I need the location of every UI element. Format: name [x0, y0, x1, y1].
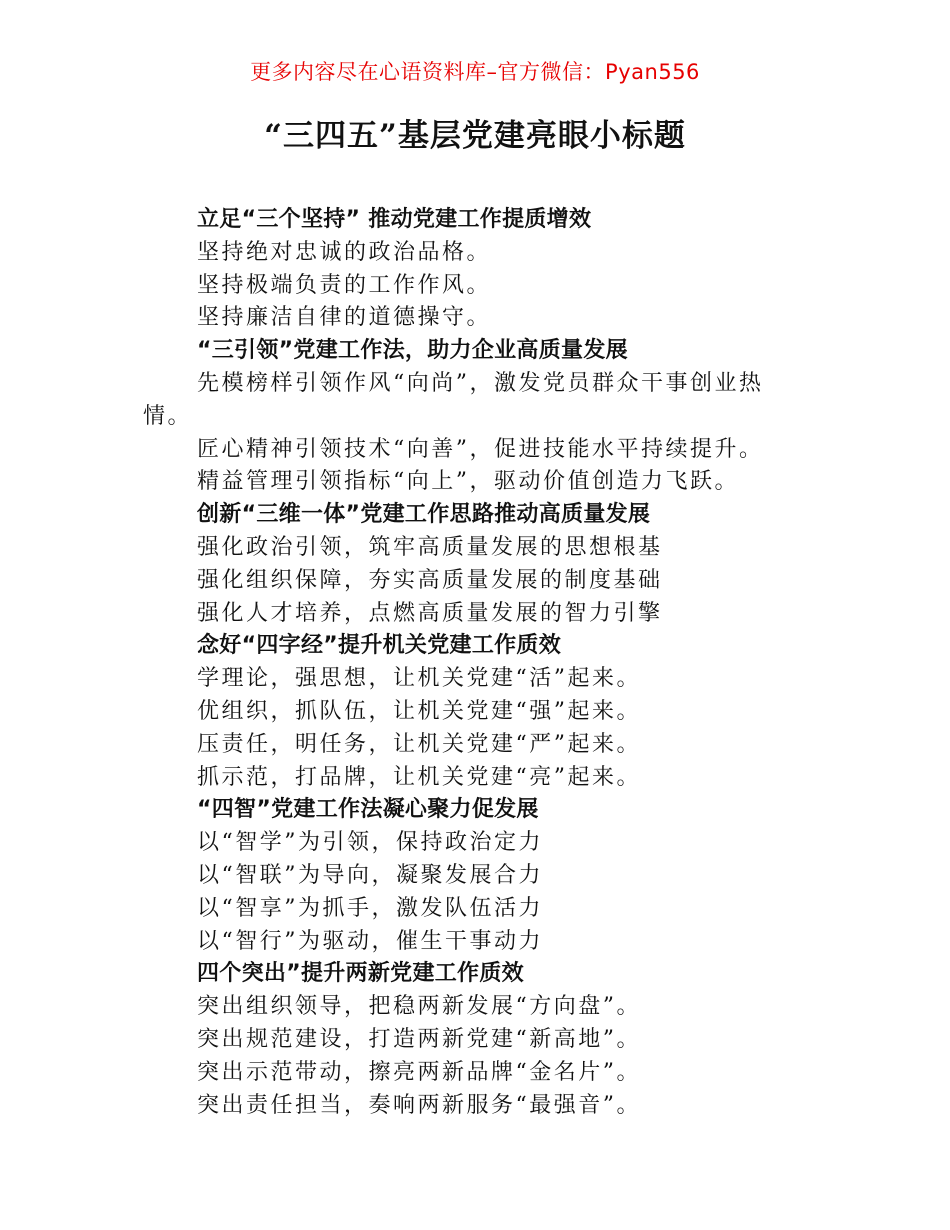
- body-line: 坚持绝对忠诚的政治品格。: [197, 239, 492, 265]
- body-line: 坚持极端负责的工作作风。: [197, 272, 492, 298]
- section-heading: 创新“三维一体”党建工作思路推动高质量发展: [197, 502, 651, 528]
- body-line: 突出组织领导，把稳两新发展“方向盘”。: [197, 994, 641, 1020]
- body-line: 突出规范建设，打造两新党建“新高地”。: [197, 1026, 641, 1052]
- watermark-header: 更多内容尽在心语资料库–官方微信：Pyan556: [250, 60, 700, 84]
- body-line: 强化人才培养，点燃高质量发展的智力引擎: [197, 600, 663, 626]
- body-line: 坚持廉洁自律的道德操守。: [197, 305, 492, 331]
- document-title: “三四五”基层党建亮眼小标题: [264, 118, 686, 154]
- body-line: 以“智联”为导向，凝聚发展合力: [197, 862, 543, 888]
- body-line: 强化政治引领，筑牢高质量发展的思想根基: [197, 534, 663, 560]
- body-line: 突出示范带动，擦亮两新品牌“金名片”。: [197, 1059, 641, 1085]
- section-heading: 四个突出”提升两新党建工作质效: [197, 961, 524, 987]
- body-line: 抓示范，打品牌，让机关党建“亮”起来。: [197, 764, 641, 790]
- body-line-continuation: 情。: [143, 403, 193, 429]
- body-line: 压责任，明任务，让机关党建“严”起来。: [197, 731, 641, 757]
- section-heading: “三引领”党建工作法，助力企业高质量发展: [197, 338, 628, 364]
- section-heading: “四智”党建工作法凝心聚力促发展: [197, 797, 539, 823]
- body-line: 精益管理引领指标“向上”，驱动价值创造力飞跃。: [197, 469, 739, 495]
- body-line: 强化组织保障，夯实高质量发展的制度基础: [197, 567, 663, 593]
- body-line: 优组织，抓队伍，让机关党建“强”起来。: [197, 698, 641, 724]
- body-line: 学理论，强思想，让机关党建“活”起来。: [197, 666, 641, 692]
- body-line: 以“智行”为驱动，催生干事动力: [197, 928, 543, 954]
- body-line: 先模榜样引领作风“向尚”，激发党员群众干事创业热: [197, 370, 764, 396]
- document-body: [0, 204, 950, 1122]
- body-line: 以“智学”为引领，保持政治定力: [197, 830, 543, 856]
- section-heading: 立足“三个坚持” 推动党建工作提质增效: [197, 207, 592, 232]
- section-heading: 念好“四字经”提升机关党建工作质效: [197, 633, 562, 659]
- body-line: 以“智享”为抓手，激发队伍活力: [197, 895, 543, 921]
- body-line: 突出责任担当，奏响两新服务“最强音”。: [197, 1092, 641, 1118]
- body-line: 匠心精神引领技术“向善”，促进技能水平持续提升。: [197, 436, 764, 462]
